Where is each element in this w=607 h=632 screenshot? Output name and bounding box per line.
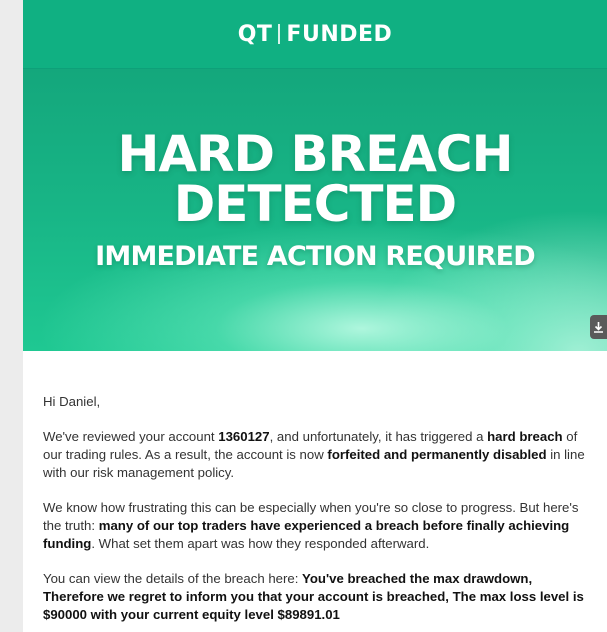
brand-header bbox=[23, 0, 607, 69]
paragraph-breach-details bbox=[43, 570, 595, 624]
body-text: We know how frustrating this can be especially when you're so close to progress. But here's the truth: bbox=[43, 500, 579, 533]
emphasis-text: hard breach bbox=[487, 429, 563, 444]
message-body bbox=[23, 351, 607, 624]
hero-subtitle: IMMEDIATE ACTION REQUIRED bbox=[95, 241, 535, 272]
body-text: in line with our risk management policy. bbox=[43, 447, 585, 480]
emphasis-text: many of our top traders have experienced a breach before finally achieving funding bbox=[43, 518, 570, 551]
download-image-button[interactable] bbox=[590, 315, 607, 339]
emphasis-text: 1360127 bbox=[218, 429, 270, 444]
emphasis-text: You've breached the max drawdown, Therefore we regret to inform you that your account is breached, The max loss level is $90000 with your current equity level $89891.01 bbox=[43, 571, 584, 622]
paragraph-account-status bbox=[43, 428, 595, 482]
body-text: We've reviewed your account bbox=[43, 429, 219, 444]
body-text: , and unfortunately, it has triggered a bbox=[269, 429, 488, 444]
paragraph-encouragement bbox=[43, 499, 595, 553]
hero-title-line1: HARD BREACH bbox=[117, 125, 513, 183]
email-message bbox=[23, 0, 607, 632]
body-text: of our trading rules. As a result, the account is now bbox=[43, 429, 578, 462]
emphasis-text: forfeited and permanently disabled bbox=[327, 447, 547, 462]
brand-logo-qt: QT bbox=[237, 21, 273, 47]
brand-logo-divider bbox=[278, 24, 280, 44]
brand-logo-funded: FUNDED bbox=[286, 21, 393, 47]
greeting-text: Hi Daniel, bbox=[43, 394, 101, 409]
body-text: . What set them apart was how they responded afterward. bbox=[91, 536, 430, 551]
download-icon bbox=[593, 321, 604, 333]
hero-title-line2: DETECTED bbox=[173, 175, 457, 233]
hero-banner bbox=[23, 69, 607, 351]
body-text: You can view the details of the breach here: bbox=[43, 571, 303, 586]
